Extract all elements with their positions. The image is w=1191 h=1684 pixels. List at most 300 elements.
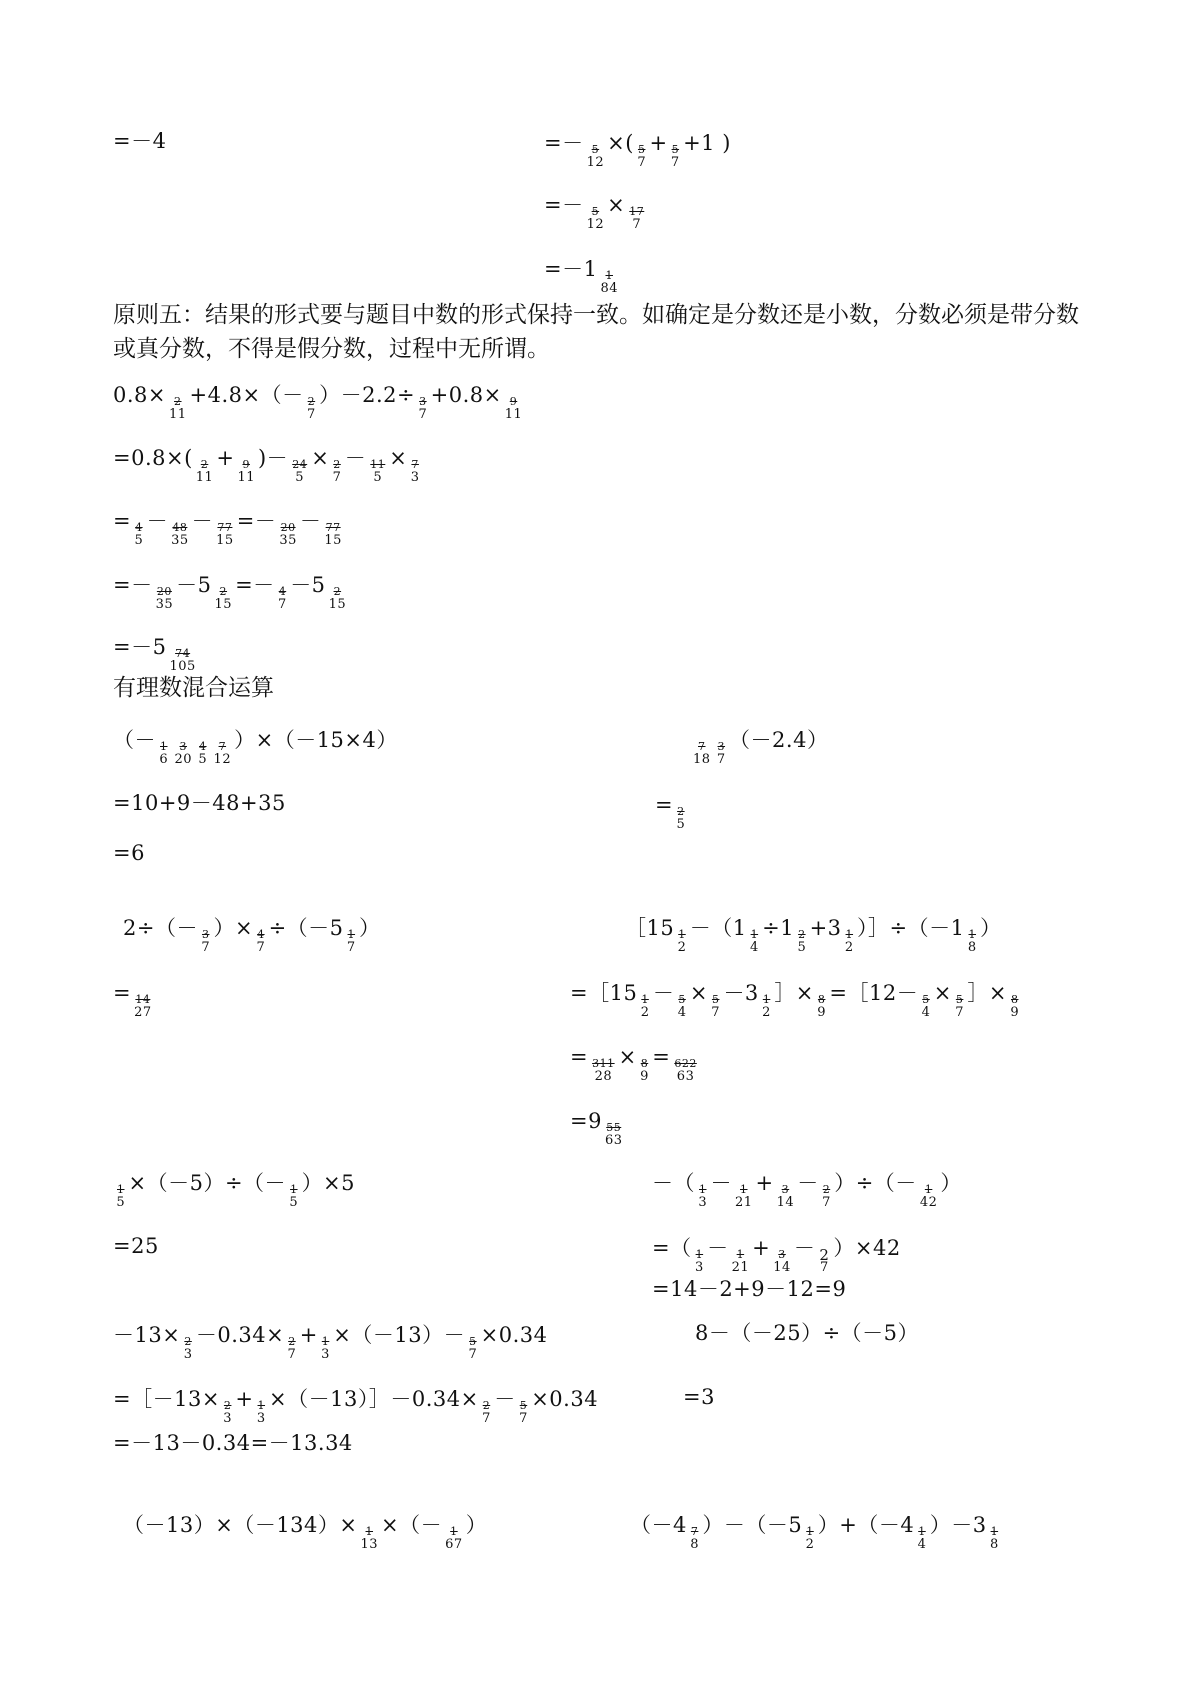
expression-text: =［15 [570, 981, 638, 1005]
fraction [640, 994, 650, 1019]
fraction-numerator: 1 [321, 1335, 330, 1348]
expression-text: －0.34× [195, 1323, 285, 1347]
equation-line [695, 1320, 919, 1346]
expression-text: = [655, 793, 674, 817]
fraction-numerator: 4 [257, 928, 265, 941]
fraction-denominator: 27 [134, 1005, 152, 1020]
fraction-denominator: 7 [307, 407, 316, 422]
expression-text: ）－3 [929, 1513, 987, 1537]
expression-text: ）+（－4 [817, 1513, 915, 1537]
fraction [693, 741, 711, 766]
fraction [955, 994, 965, 1019]
fraction-numerator: 5 [469, 1335, 477, 1348]
expression-text: + [649, 131, 668, 155]
expression-text: ） [359, 916, 381, 940]
fraction [695, 1249, 705, 1274]
expression-text: =－5 [113, 635, 167, 659]
expression-text: =（ [652, 1236, 692, 1260]
fraction-denominator: 5 [797, 940, 807, 955]
fraction [175, 741, 193, 766]
fraction-numerator: 5 [591, 143, 600, 156]
expression-text: －（ [652, 1171, 695, 1195]
fraction-denominator: 6 [159, 752, 169, 767]
fraction-denominator: 5 [295, 470, 305, 485]
fraction-denominator: 84 [600, 281, 619, 296]
equation-line [113, 632, 199, 674]
fraction-denominator: 7 [716, 752, 726, 767]
fraction [690, 1526, 700, 1551]
fraction-denominator: 7 [822, 1195, 831, 1210]
fraction-denominator: 5 [676, 817, 686, 832]
expression-text: × [607, 193, 626, 217]
fraction [287, 1336, 297, 1361]
equation-line [113, 1384, 599, 1426]
fraction-denominator: 63 [676, 1069, 695, 1084]
fraction-numerator: 5 [678, 993, 686, 1006]
fraction-denominator: 4 [749, 940, 759, 955]
expression-text: － [707, 1236, 729, 1260]
fraction-numerator: 20 [156, 585, 172, 598]
fraction [183, 1336, 193, 1361]
fraction-numerator: 24 [292, 458, 308, 471]
expression-text: ）×5 [301, 1171, 356, 1195]
fraction-numerator: 1 [750, 928, 759, 941]
fraction-numerator: 48 [172, 521, 188, 534]
fraction-numerator: 1 [290, 1183, 298, 1196]
expression-text: =9 [570, 1109, 602, 1133]
fraction-numerator: 14 [135, 993, 151, 1006]
fraction [223, 1400, 233, 1425]
fraction [750, 929, 760, 954]
fraction [628, 206, 645, 231]
equation-line [544, 254, 621, 296]
fraction-denominator: 15 [214, 597, 233, 612]
fraction [237, 459, 255, 484]
fraction-denominator: 63 [604, 1133, 623, 1148]
expression-text: =－ [544, 131, 584, 155]
fraction-numerator: 9 [242, 458, 250, 471]
fraction-denominator: 3 [698, 1195, 708, 1210]
expression-text: =－1 [544, 257, 598, 281]
equation-line [113, 1320, 548, 1362]
fraction [677, 929, 687, 954]
expression-text: ） [940, 1171, 962, 1195]
fraction-numerator: 1 [117, 1183, 125, 1196]
fraction-denominator: 12 [586, 155, 605, 170]
fraction [587, 144, 605, 169]
fraction-denominator: 35 [279, 533, 297, 548]
fraction-numerator: 2 [333, 458, 341, 471]
fraction-denominator: 35 [155, 597, 174, 612]
equation-line [652, 1233, 901, 1275]
fraction-numerator: 1 [699, 1183, 707, 1196]
fraction [587, 206, 605, 231]
fraction-numerator: 5 [922, 993, 930, 1006]
expression-text: × [933, 981, 952, 1005]
expression-text: ÷（－5 [268, 916, 344, 940]
expression-text: =－ [235, 573, 275, 597]
fraction [196, 459, 214, 484]
fraction [637, 144, 647, 169]
fraction-numerator: 2 [174, 395, 182, 408]
fraction-numerator: 74 [175, 647, 191, 660]
fraction-numerator: 77 [325, 521, 341, 534]
fraction-denominator: 15 [328, 597, 347, 612]
fraction-denominator: 9 [1010, 1005, 1020, 1020]
fraction [410, 459, 420, 484]
expression-text: －（1 [689, 916, 747, 940]
fraction-numerator: 1 [924, 1183, 933, 1196]
fraction-numerator: 8 [640, 1057, 649, 1070]
fraction [673, 1058, 698, 1083]
fraction-numerator: 1 [736, 1248, 745, 1261]
fraction-numerator: 1 [641, 993, 649, 1006]
fraction [822, 1184, 832, 1209]
expression-text: ×0.34 [531, 1387, 599, 1411]
equation-line [113, 978, 155, 1020]
fraction-denominator: 8 [967, 940, 977, 955]
fraction-denominator: 7 [670, 155, 680, 170]
expression-text: +1 ) [683, 131, 731, 155]
fraction-numerator: 1 [740, 1183, 748, 1196]
fraction-numerator: 17 [629, 205, 645, 218]
expression-text: =－ [544, 193, 584, 217]
fraction [201, 929, 211, 954]
fraction [214, 741, 232, 766]
expression-text: ）÷（－ [834, 1171, 917, 1195]
fraction-denominator: 4 [917, 1537, 927, 1552]
fraction [773, 1249, 791, 1274]
fraction-denominator: 5 [289, 1195, 299, 1210]
fraction [921, 994, 931, 1019]
fraction-denominator: 12 [586, 217, 605, 232]
fraction [159, 741, 169, 766]
fraction-denominator: 7 [711, 1005, 721, 1020]
fraction-denominator: 7 [256, 940, 266, 955]
expression-text: =［12－ [829, 981, 919, 1005]
expression-text: )－ [257, 446, 289, 470]
expression-text: － [299, 509, 322, 533]
fraction [169, 648, 195, 673]
fraction [920, 1184, 938, 1209]
expression-text: ）］÷（－1 [857, 916, 965, 940]
expression-text: × [389, 446, 408, 470]
fraction-numerator: 77 [217, 521, 233, 534]
fraction-numerator: 1 [806, 1525, 814, 1538]
fraction-denominator: 3 [223, 1411, 233, 1426]
fraction-denominator: 7 [201, 940, 211, 955]
fraction [605, 1122, 623, 1147]
equation-line [113, 443, 423, 485]
expression-text: =－ [236, 509, 277, 533]
fraction [445, 1526, 463, 1551]
fraction [762, 994, 772, 1019]
fraction [482, 1400, 492, 1425]
fraction-numerator: 5 [519, 1399, 528, 1412]
fraction-numerator: 1 [695, 1248, 704, 1261]
fraction [717, 741, 727, 766]
fraction [711, 994, 721, 1019]
fraction-denominator: 5 [198, 752, 208, 767]
equation-line [113, 506, 345, 548]
fraction-denominator: 11 [237, 470, 255, 485]
expression-text: 2÷（－ [123, 916, 198, 940]
fraction-numerator: 1 [450, 1525, 458, 1538]
expression-text: +4.8×（－ [189, 383, 304, 407]
equation-line [113, 725, 398, 767]
fraction-numerator: 2 [798, 928, 806, 941]
equation-line [113, 1233, 159, 1259]
principle-paragraph: 原则五：结果的形式要与题目中数的形式保持一致。如确定是分数还是小数，分数必须是带分数或真分数，不得是假分数，过程中无所谓。 [113, 302, 1079, 362]
expression-text: ）×42 [833, 1236, 901, 1260]
fraction [134, 994, 152, 1019]
equation-line [683, 1384, 715, 1410]
expression-text: + [755, 1171, 774, 1195]
fraction-denominator: 7 [468, 1347, 478, 1362]
fraction-denominator: 11 [195, 470, 214, 485]
fraction [216, 522, 234, 547]
fraction [134, 522, 144, 547]
fraction-denominator: 14 [776, 1195, 795, 1210]
fraction [198, 741, 208, 766]
expression-text: 8－（－25）÷（－5） [695, 1321, 920, 1345]
expression-text: － [344, 446, 367, 470]
fraction-numerator: 5 [711, 993, 720, 1006]
expression-text: ×（－13）－ [333, 1323, 466, 1347]
fraction [324, 522, 342, 547]
expression-text: ÷1 [762, 916, 795, 940]
equation-line [570, 978, 1022, 1020]
fraction-numerator: 3 [419, 395, 427, 408]
fraction-numerator: 2 [219, 585, 228, 598]
fraction-denominator: 7 [637, 155, 647, 170]
fraction-denominator: 7 [819, 1260, 829, 1275]
equation-line [625, 913, 1002, 955]
fraction-numerator: 2 [677, 805, 685, 818]
expression-text: （－4 [630, 1513, 687, 1537]
equation-line [655, 790, 689, 832]
fraction-numerator: 3 [781, 1183, 790, 1196]
fraction [505, 396, 523, 421]
fraction-denominator: 12 [213, 752, 232, 767]
fraction-denominator: 4 [677, 1005, 687, 1020]
fraction-denominator: 5 [116, 1195, 126, 1210]
fraction-numerator: 4 [199, 740, 207, 753]
fraction-denominator: 7 [278, 597, 287, 612]
fraction-numerator: 2 [307, 395, 316, 408]
expression-text: ×（－ [381, 1513, 443, 1537]
equation-line [652, 1168, 962, 1210]
expression-text: × [311, 446, 330, 470]
fraction [369, 459, 386, 484]
fraction [677, 994, 687, 1019]
fraction [468, 1336, 478, 1361]
expression-text: =3 [683, 1385, 715, 1409]
fraction-denominator: 15 [216, 533, 234, 548]
fraction [735, 1184, 753, 1209]
fraction [418, 396, 428, 421]
fraction [329, 586, 347, 611]
fraction-numerator: 2 [288, 1335, 296, 1348]
expression-text: = [113, 509, 132, 533]
fraction-numerator: 1 [918, 1525, 926, 1538]
fraction-denominator: 7 [955, 1005, 964, 1020]
fraction-denominator: 4 [921, 1005, 931, 1020]
expression-text: + [299, 1323, 318, 1347]
fraction [640, 1058, 650, 1083]
fraction-denominator: 7 [418, 407, 428, 422]
fraction-denominator: 3 [321, 1347, 330, 1362]
expression-text: ×( [607, 131, 634, 155]
fraction [361, 1526, 379, 1551]
expression-text: =－13－0.34=－13.34 [113, 1431, 353, 1455]
fraction-denominator: 7 [346, 940, 356, 955]
fraction-numerator: 1 [762, 993, 771, 1006]
fraction-numerator: 5 [637, 143, 646, 156]
fraction [169, 396, 187, 421]
expression-text: × [689, 981, 708, 1005]
equation-line [544, 190, 648, 232]
expression-text: ］× [774, 981, 814, 1005]
expression-text: = [113, 981, 132, 1005]
expression-text: =［－13× [113, 1387, 220, 1411]
fraction [291, 459, 308, 484]
equation-line [690, 725, 829, 767]
fraction-denominator: 8 [989, 1537, 999, 1552]
fraction-numerator: 1 [160, 740, 168, 753]
expression-text: －5 [176, 573, 212, 597]
expression-text: －13× [113, 1323, 181, 1347]
expression-text: =0.8×( [113, 446, 193, 470]
fraction-numerator: 4 [135, 521, 143, 534]
fraction-denominator: 2 [762, 1005, 771, 1020]
fraction-denominator: 28 [594, 1069, 613, 1084]
fraction [732, 1249, 750, 1274]
fraction-numerator: 311 [592, 1057, 615, 1070]
fraction [215, 586, 233, 611]
fraction-denominator: 3 [256, 1411, 266, 1426]
expression-text: （－13）×（－134）× [123, 1513, 358, 1537]
fraction-denominator: 3 [410, 470, 420, 485]
expression-text: = [652, 1045, 671, 1069]
fraction [257, 1400, 267, 1425]
fraction-numerator: 7 [218, 740, 227, 753]
equation-line [113, 128, 166, 154]
equation-line [570, 1106, 626, 1148]
fraction-denominator: 3 [183, 1347, 193, 1362]
fraction [116, 1184, 126, 1209]
expression-text: =－ [113, 573, 153, 597]
fraction-denominator: 2 [677, 940, 687, 955]
expression-text: ）－（－5 [702, 1513, 803, 1537]
fraction-denominator: 5 [373, 470, 383, 485]
fraction [797, 929, 807, 954]
equation-line [630, 1510, 1002, 1552]
fraction-numerator: 5 [671, 143, 680, 156]
fraction-denominator: 2 [805, 1537, 815, 1552]
fraction [347, 929, 357, 954]
expression-text: － [797, 1171, 819, 1195]
fraction-denominator: 67 [445, 1537, 463, 1552]
expression-text: +3 [809, 916, 842, 940]
expression-text: × [618, 1045, 637, 1069]
fraction-denominator: 7 [482, 1411, 491, 1426]
expression-text: =－4 [113, 129, 167, 153]
fraction [990, 1526, 1000, 1551]
expression-text: ） [980, 916, 1002, 940]
equation-line [113, 570, 349, 612]
equation-line [123, 1510, 488, 1552]
expression-text: ）－2.2÷ [319, 383, 416, 407]
fraction-denominator: 21 [735, 1195, 753, 1210]
expression-text: ×0.34 [480, 1323, 548, 1347]
expression-text: － [146, 509, 169, 533]
fraction [600, 270, 618, 295]
fraction-denominator: 7 [287, 1347, 297, 1362]
fraction-denominator: 14 [773, 1260, 791, 1275]
expression-text: －5 [290, 573, 326, 597]
fraction-denominator: 8 [690, 1537, 700, 1552]
fraction-numerator: 20 [280, 521, 296, 534]
fraction-numerator: 1 [990, 1525, 999, 1538]
fraction [289, 1184, 299, 1209]
fraction-numerator: 11 [370, 458, 386, 471]
fraction-numerator: 622 [674, 1057, 697, 1070]
expression-text: －3 [723, 981, 759, 1005]
fraction [817, 994, 827, 1019]
fraction-numerator: 1 [845, 928, 854, 941]
equation-line [113, 380, 525, 422]
equation-line [113, 840, 145, 866]
fraction-denominator: 20 [174, 752, 193, 767]
fraction-numerator: 1 [968, 928, 977, 941]
fraction-denominator: 2 [844, 940, 854, 955]
equation-line [123, 913, 381, 955]
fraction [845, 929, 855, 954]
equation-line [113, 1168, 356, 1210]
expression-text: =10+9－48+35 [113, 791, 286, 815]
expression-text: =14－2+9－12=9 [652, 1277, 847, 1301]
fraction [968, 929, 978, 954]
expression-text: =25 [113, 1234, 159, 1258]
fraction-numerator: 8 [817, 993, 826, 1006]
expression-text: +0.8× [430, 383, 502, 407]
fraction-denominator: 35 [171, 533, 189, 548]
fraction [671, 144, 681, 169]
equation-line [113, 790, 286, 816]
fraction [591, 1058, 616, 1083]
fraction [519, 1400, 529, 1425]
fraction [171, 522, 189, 547]
expression-text: 0.8× [113, 383, 166, 407]
equation-line [544, 128, 731, 170]
fraction-denominator: 11 [169, 407, 187, 422]
fraction-numerator: 2 [822, 1183, 831, 1196]
fraction-denominator: 7 [519, 1411, 528, 1426]
expression-text: （－2.4） [729, 728, 829, 752]
fraction [278, 586, 288, 611]
expression-text: ）×（－15×4） [234, 728, 398, 752]
fraction-denominator: 7 [332, 470, 342, 485]
section-title: 有理数混合运算 [113, 675, 274, 701]
fraction-denominator: 9 [817, 1005, 827, 1020]
expression-text: ］× [967, 981, 1007, 1005]
expression-text: （－ [113, 728, 156, 752]
fraction [256, 929, 266, 954]
expression-text: － [793, 1236, 816, 1260]
fraction-numerator: 4 [278, 585, 287, 598]
fraction-numerator: 1 [257, 1399, 266, 1412]
